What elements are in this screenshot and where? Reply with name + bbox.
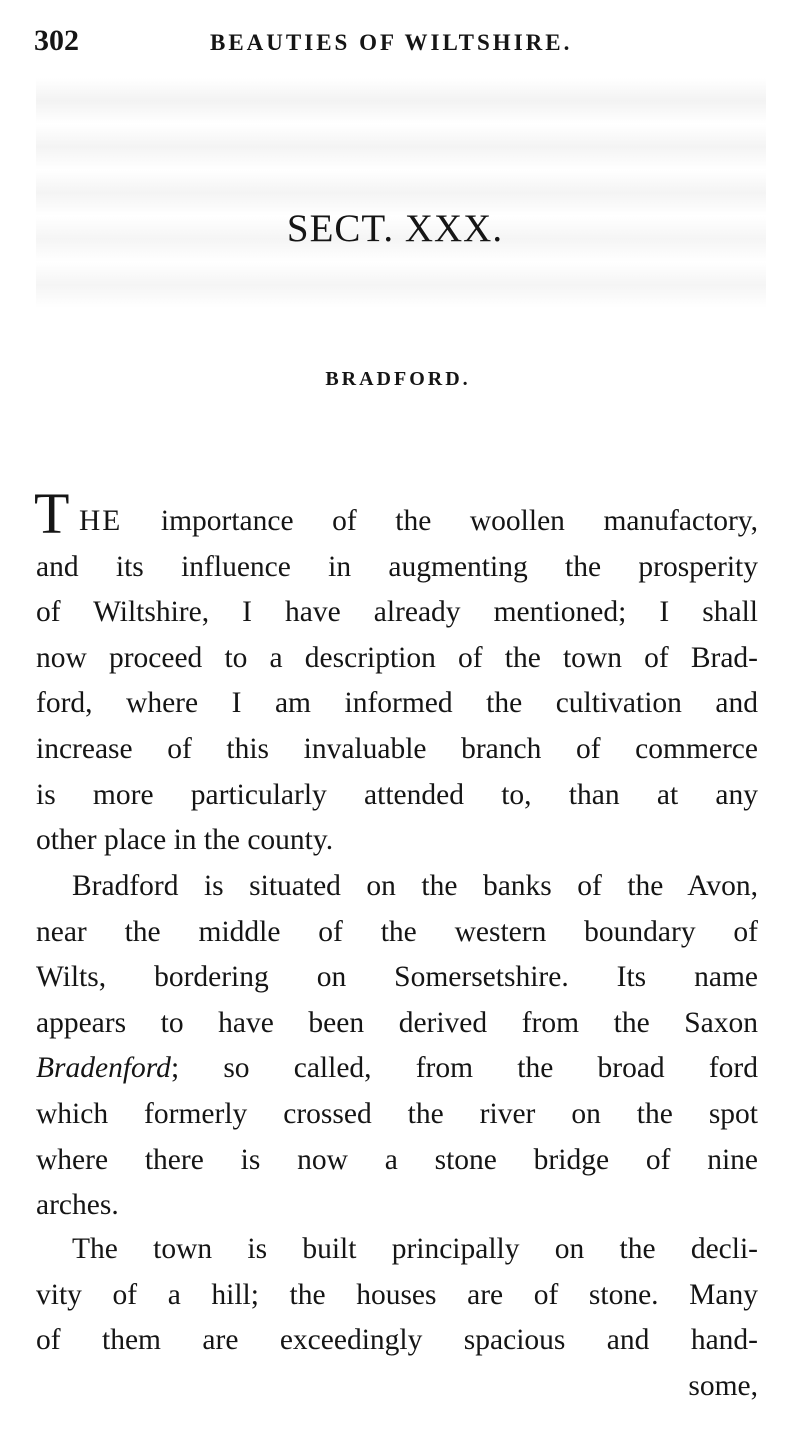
first-word-rest: HE: [79, 505, 123, 537]
paragraph-2: [36, 864, 758, 1229]
show-through-shading: [36, 78, 766, 328]
italic-term: Bradenford: [36, 1052, 171, 1085]
paragraph-line: increase of this invaluable branch of commerce: [36, 732, 758, 765]
paragraph-line: which formerly crossed the river on the spot: [36, 1097, 758, 1130]
paragraph-line: ford, where I am informed the cultivation and: [36, 687, 758, 720]
section-subtitle: BRADFORD.: [325, 368, 471, 390]
paragraph-line: now proceed to a description of the town of Brad-: [36, 641, 758, 674]
paragraph-line: Bradford is situated on the banks of the Avon,: [72, 870, 758, 902]
paragraph-line: of them are exceedingly spacious and hand-: [36, 1324, 758, 1357]
paragraph-3: [36, 1227, 758, 1409]
paragraph-line: appears to have been derived from the Saxon: [36, 1006, 758, 1039]
paragraph-text: ; so called, from the broad ford: [170, 1052, 758, 1085]
paragraph-line: vity of a hill; the houses are of stone. Many: [36, 1278, 758, 1311]
running-title: BEAUTIES OF WILTSHIRE.: [210, 30, 573, 55]
paragraph-line: is more particularly attended to, than at any: [36, 778, 758, 811]
paragraph-line: The town is built principally on the decli-: [72, 1233, 758, 1265]
drop-cap: T: [34, 481, 70, 546]
paragraph-line: Wilts, bordering on Somersetshire. Its name: [36, 961, 758, 994]
paragraph-line: [34, 481, 759, 546]
paragraph-line: other place in the county.: [36, 824, 334, 857]
paragraph-line: arches.: [36, 1189, 119, 1222]
paragraph-line: near the middle of the western boundary of: [36, 915, 758, 948]
catchword: some,: [688, 1369, 758, 1402]
paragraph-text: importance of the woollen manufactory,: [160, 505, 759, 537]
paragraph-line: and its influence in augmenting the prosperity: [36, 550, 758, 583]
paragraph-line: [36, 1046, 758, 1092]
paragraph-line: of Wiltshire, I have already mentioned; I shall: [36, 596, 758, 629]
paragraph-1: [34, 481, 759, 864]
page-number: 302: [34, 24, 79, 57]
page-header: [34, 24, 764, 64]
paragraph-line: where there is now a stone bridge of nine: [36, 1143, 758, 1176]
section-title: SECT. XXX.: [286, 207, 504, 250]
